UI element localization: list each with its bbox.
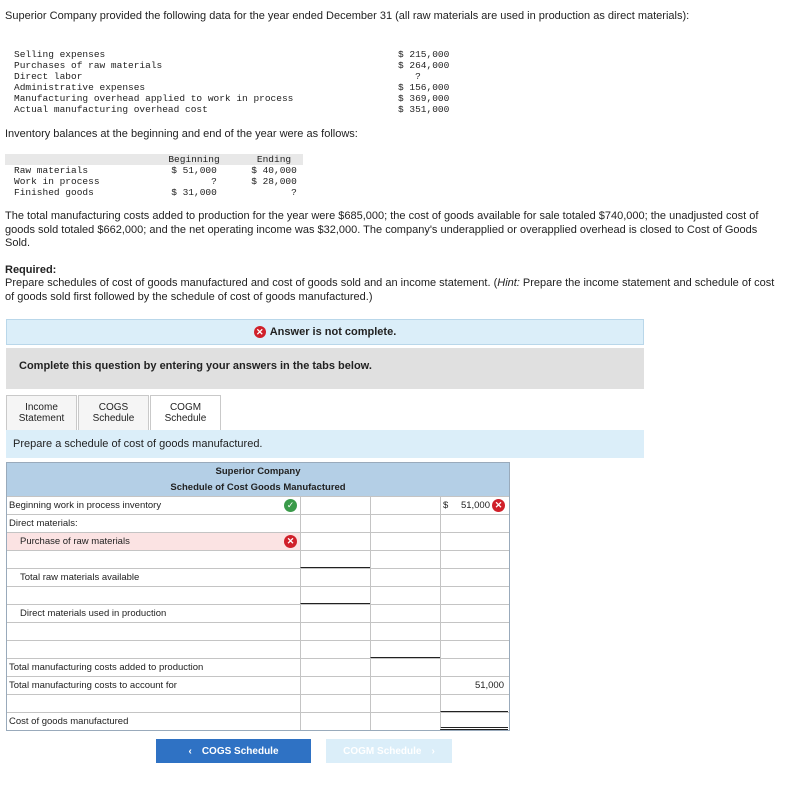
tab-label: Income xyxy=(25,402,58,413)
amount-input[interactable] xyxy=(370,659,440,676)
inventory-row xyxy=(14,187,314,198)
amount-input[interactable] xyxy=(370,515,440,532)
tab-cogs-schedule[interactable] xyxy=(78,395,149,431)
row-label: Beginning work in process inventory xyxy=(9,500,162,511)
amount-input[interactable] xyxy=(440,551,508,568)
amount-input[interactable] xyxy=(440,569,508,586)
chevron-right-icon: › xyxy=(431,745,435,757)
data-value: ? xyxy=(398,71,421,82)
row-label: Purchase of raw materials xyxy=(20,536,130,547)
amount-input[interactable] xyxy=(300,497,370,514)
inventory-ending: ? xyxy=(251,187,297,198)
table-row xyxy=(7,532,509,550)
inventory-beginning: $ 51,000 xyxy=(171,165,217,176)
amount-input[interactable] xyxy=(300,551,370,568)
schedule-title: Schedule of Cost Goods Manufactured xyxy=(170,482,346,493)
required-text-post: Prepare the income statement and schedule of cost of goods sold first followed by the schedule of cost of goods manufactured.) xyxy=(5,277,775,303)
row-label-cell[interactable] xyxy=(7,551,300,568)
inventory-row xyxy=(14,165,314,176)
amount-input[interactable] xyxy=(440,515,508,532)
amount-input[interactable] xyxy=(440,641,508,658)
prepare-prompt: Prepare a schedule of cost of goods manufactured. xyxy=(6,430,644,458)
amount-input[interactable] xyxy=(440,677,508,694)
inventory-table xyxy=(14,154,314,198)
next-button-label: COGM Schedule xyxy=(343,745,422,757)
tab-label: Schedule xyxy=(164,413,207,424)
inventory-label: Finished goods xyxy=(14,187,94,198)
table-row xyxy=(7,568,509,586)
table-row xyxy=(7,604,509,622)
data-row xyxy=(14,82,450,93)
tab-label: Schedule xyxy=(92,413,135,424)
tab-bar xyxy=(6,395,222,431)
row-label: Direct materials used in production xyxy=(20,608,167,619)
tab-cogm-schedule[interactable] xyxy=(150,395,221,431)
amount-input[interactable] xyxy=(300,713,370,730)
inventory-label: Work in process xyxy=(14,176,100,187)
row-label: Direct materials: xyxy=(9,518,78,529)
amount-input[interactable] xyxy=(300,695,370,712)
amount-input[interactable] xyxy=(300,605,370,622)
row-label-cell[interactable] xyxy=(7,695,300,712)
amount-input[interactable] xyxy=(300,569,370,586)
table-row xyxy=(7,496,509,514)
amount-input[interactable] xyxy=(370,713,440,730)
data-value: $ 351,000 xyxy=(398,104,450,115)
col-beginning: Beginning xyxy=(168,154,220,165)
inventory-beginning: ? xyxy=(171,176,217,187)
required-text xyxy=(5,277,775,304)
row-label-cell[interactable] xyxy=(7,587,300,604)
complete-prompt: Complete this question by entering your answers in the tabs below. xyxy=(6,348,644,389)
table-row xyxy=(7,550,509,568)
data-row xyxy=(14,104,450,115)
amount-value: 51,000 xyxy=(474,680,504,691)
inventory-row xyxy=(14,176,314,187)
amount-input[interactable] xyxy=(440,497,508,514)
error-icon: ✕ xyxy=(254,326,266,338)
amount-input[interactable] xyxy=(440,533,508,550)
amount-input[interactable] xyxy=(370,569,440,586)
row-label: Total manufacturing costs to account for xyxy=(9,680,177,691)
amount-input[interactable] xyxy=(440,713,508,730)
required-text-pre: Prepare schedules of cost of goods manufactured and cost of goods sold and an income statement. ( xyxy=(5,277,498,289)
row-label-cell[interactable] xyxy=(7,641,300,658)
amount-input[interactable] xyxy=(300,641,370,658)
amount-input[interactable] xyxy=(370,623,440,640)
tab-label: Statement xyxy=(18,413,65,424)
row-label-cell[interactable] xyxy=(7,497,300,514)
amount-input[interactable] xyxy=(370,641,440,658)
row-label: Total raw materials available xyxy=(20,572,140,583)
schedule-company: Superior Company xyxy=(215,466,301,477)
amount-input[interactable] xyxy=(370,497,440,514)
problem-intro: Superior Company provided the following data for the year ended December 31 (all raw materials are used in production as direct materials): xyxy=(5,10,690,22)
col-ending: Ending xyxy=(256,154,292,165)
row-label: Total manufacturing costs added to production xyxy=(9,662,204,673)
data-row xyxy=(14,49,450,60)
answer-status-banner xyxy=(6,319,644,345)
data-label: Purchases of raw materials xyxy=(14,60,163,71)
row-label-cell xyxy=(7,713,300,730)
row-label-cell xyxy=(7,515,300,532)
data-value: $ 369,000 xyxy=(398,93,450,104)
data-label: Administrative expenses xyxy=(14,82,146,93)
amount-input[interactable] xyxy=(300,533,370,550)
table-row xyxy=(7,622,509,640)
amount-input[interactable] xyxy=(300,677,370,694)
table-row xyxy=(7,514,509,532)
amount-input[interactable] xyxy=(370,587,440,604)
error-icon: ✕ xyxy=(492,499,505,512)
table-row xyxy=(7,658,509,676)
row-label-cell xyxy=(7,677,300,694)
check-icon: ✓ xyxy=(284,499,297,512)
amount-value: 51,000 xyxy=(460,500,490,511)
amount-input[interactable] xyxy=(300,587,370,604)
amount-input[interactable] xyxy=(440,587,508,604)
inventory-beginning: $ 31,000 xyxy=(171,187,217,198)
data-row xyxy=(14,71,450,82)
amount-input[interactable] xyxy=(300,623,370,640)
error-icon: ✕ xyxy=(284,535,297,548)
data-row xyxy=(14,60,450,71)
data-value: $ 264,000 xyxy=(398,60,450,71)
data-label: Selling expenses xyxy=(14,49,106,60)
data-label: Manufacturing overhead applied to work in process xyxy=(14,93,294,104)
amount-input[interactable] xyxy=(300,659,370,676)
hint-label: Hint: xyxy=(497,277,520,289)
inventory-label: Raw materials xyxy=(14,165,89,176)
chevron-left-icon: ‹ xyxy=(188,745,192,757)
answer-status-text: Answer is not complete. xyxy=(269,326,397,338)
table-row xyxy=(7,586,509,604)
tab-income-statement[interactable] xyxy=(6,395,77,431)
amount-input[interactable] xyxy=(440,695,508,712)
inventory-header xyxy=(14,154,314,165)
schedule-header xyxy=(7,463,509,496)
row-label-cell[interactable] xyxy=(7,623,300,640)
row-label-cell xyxy=(7,569,300,586)
amount-input[interactable] xyxy=(370,605,440,622)
amount-input[interactable] xyxy=(370,677,440,694)
row-label-cell xyxy=(7,659,300,676)
tab-label: COGS xyxy=(98,402,129,413)
row-label: Cost of goods manufactured xyxy=(9,716,129,727)
prev-button-label: COGS Schedule xyxy=(201,745,279,757)
data-label: Actual manufacturing overhead cost xyxy=(14,104,208,115)
inventory-ending: $ 28,000 xyxy=(251,176,297,187)
amount-input[interactable] xyxy=(440,659,508,676)
currency-symbol: $ xyxy=(443,500,449,511)
table-row xyxy=(7,694,509,712)
amount-input[interactable] xyxy=(370,551,440,568)
next-tab-button[interactable] xyxy=(326,739,452,763)
inventory-intro: Inventory balances at the beginning and end of the year were as follows: xyxy=(5,128,358,140)
amount-input[interactable] xyxy=(370,695,440,712)
amount-input[interactable] xyxy=(440,623,508,640)
amount-input[interactable] xyxy=(300,515,370,532)
data-value: $ 215,000 xyxy=(398,49,450,60)
data-row xyxy=(14,93,450,104)
cost-data-table xyxy=(14,49,450,115)
amount-input[interactable] xyxy=(370,533,440,550)
data-label: Direct labor xyxy=(14,71,83,82)
table-row xyxy=(7,640,509,658)
prev-tab-button[interactable] xyxy=(156,739,311,763)
problem-details: The total manufacturing costs added to production for the year were $685,000; the cost of goods available for sale totaled $740,000; the unadjusted cost of goods sold totaled $662,000; and the net operating income was $32,000. The company's underapplied or overapplied overhead is closed to Cost of Goods Sold. xyxy=(5,210,759,249)
cogm-schedule-table xyxy=(6,462,510,731)
row-label-cell[interactable] xyxy=(7,533,300,550)
data-value: $ 156,000 xyxy=(398,82,450,93)
table-row xyxy=(7,676,509,694)
inventory-ending: $ 40,000 xyxy=(251,165,297,176)
row-label-cell xyxy=(7,605,300,622)
amount-input[interactable] xyxy=(440,605,508,622)
required-title: Required: xyxy=(5,264,57,276)
tab-label: COGM xyxy=(169,402,202,413)
table-row xyxy=(7,712,509,730)
